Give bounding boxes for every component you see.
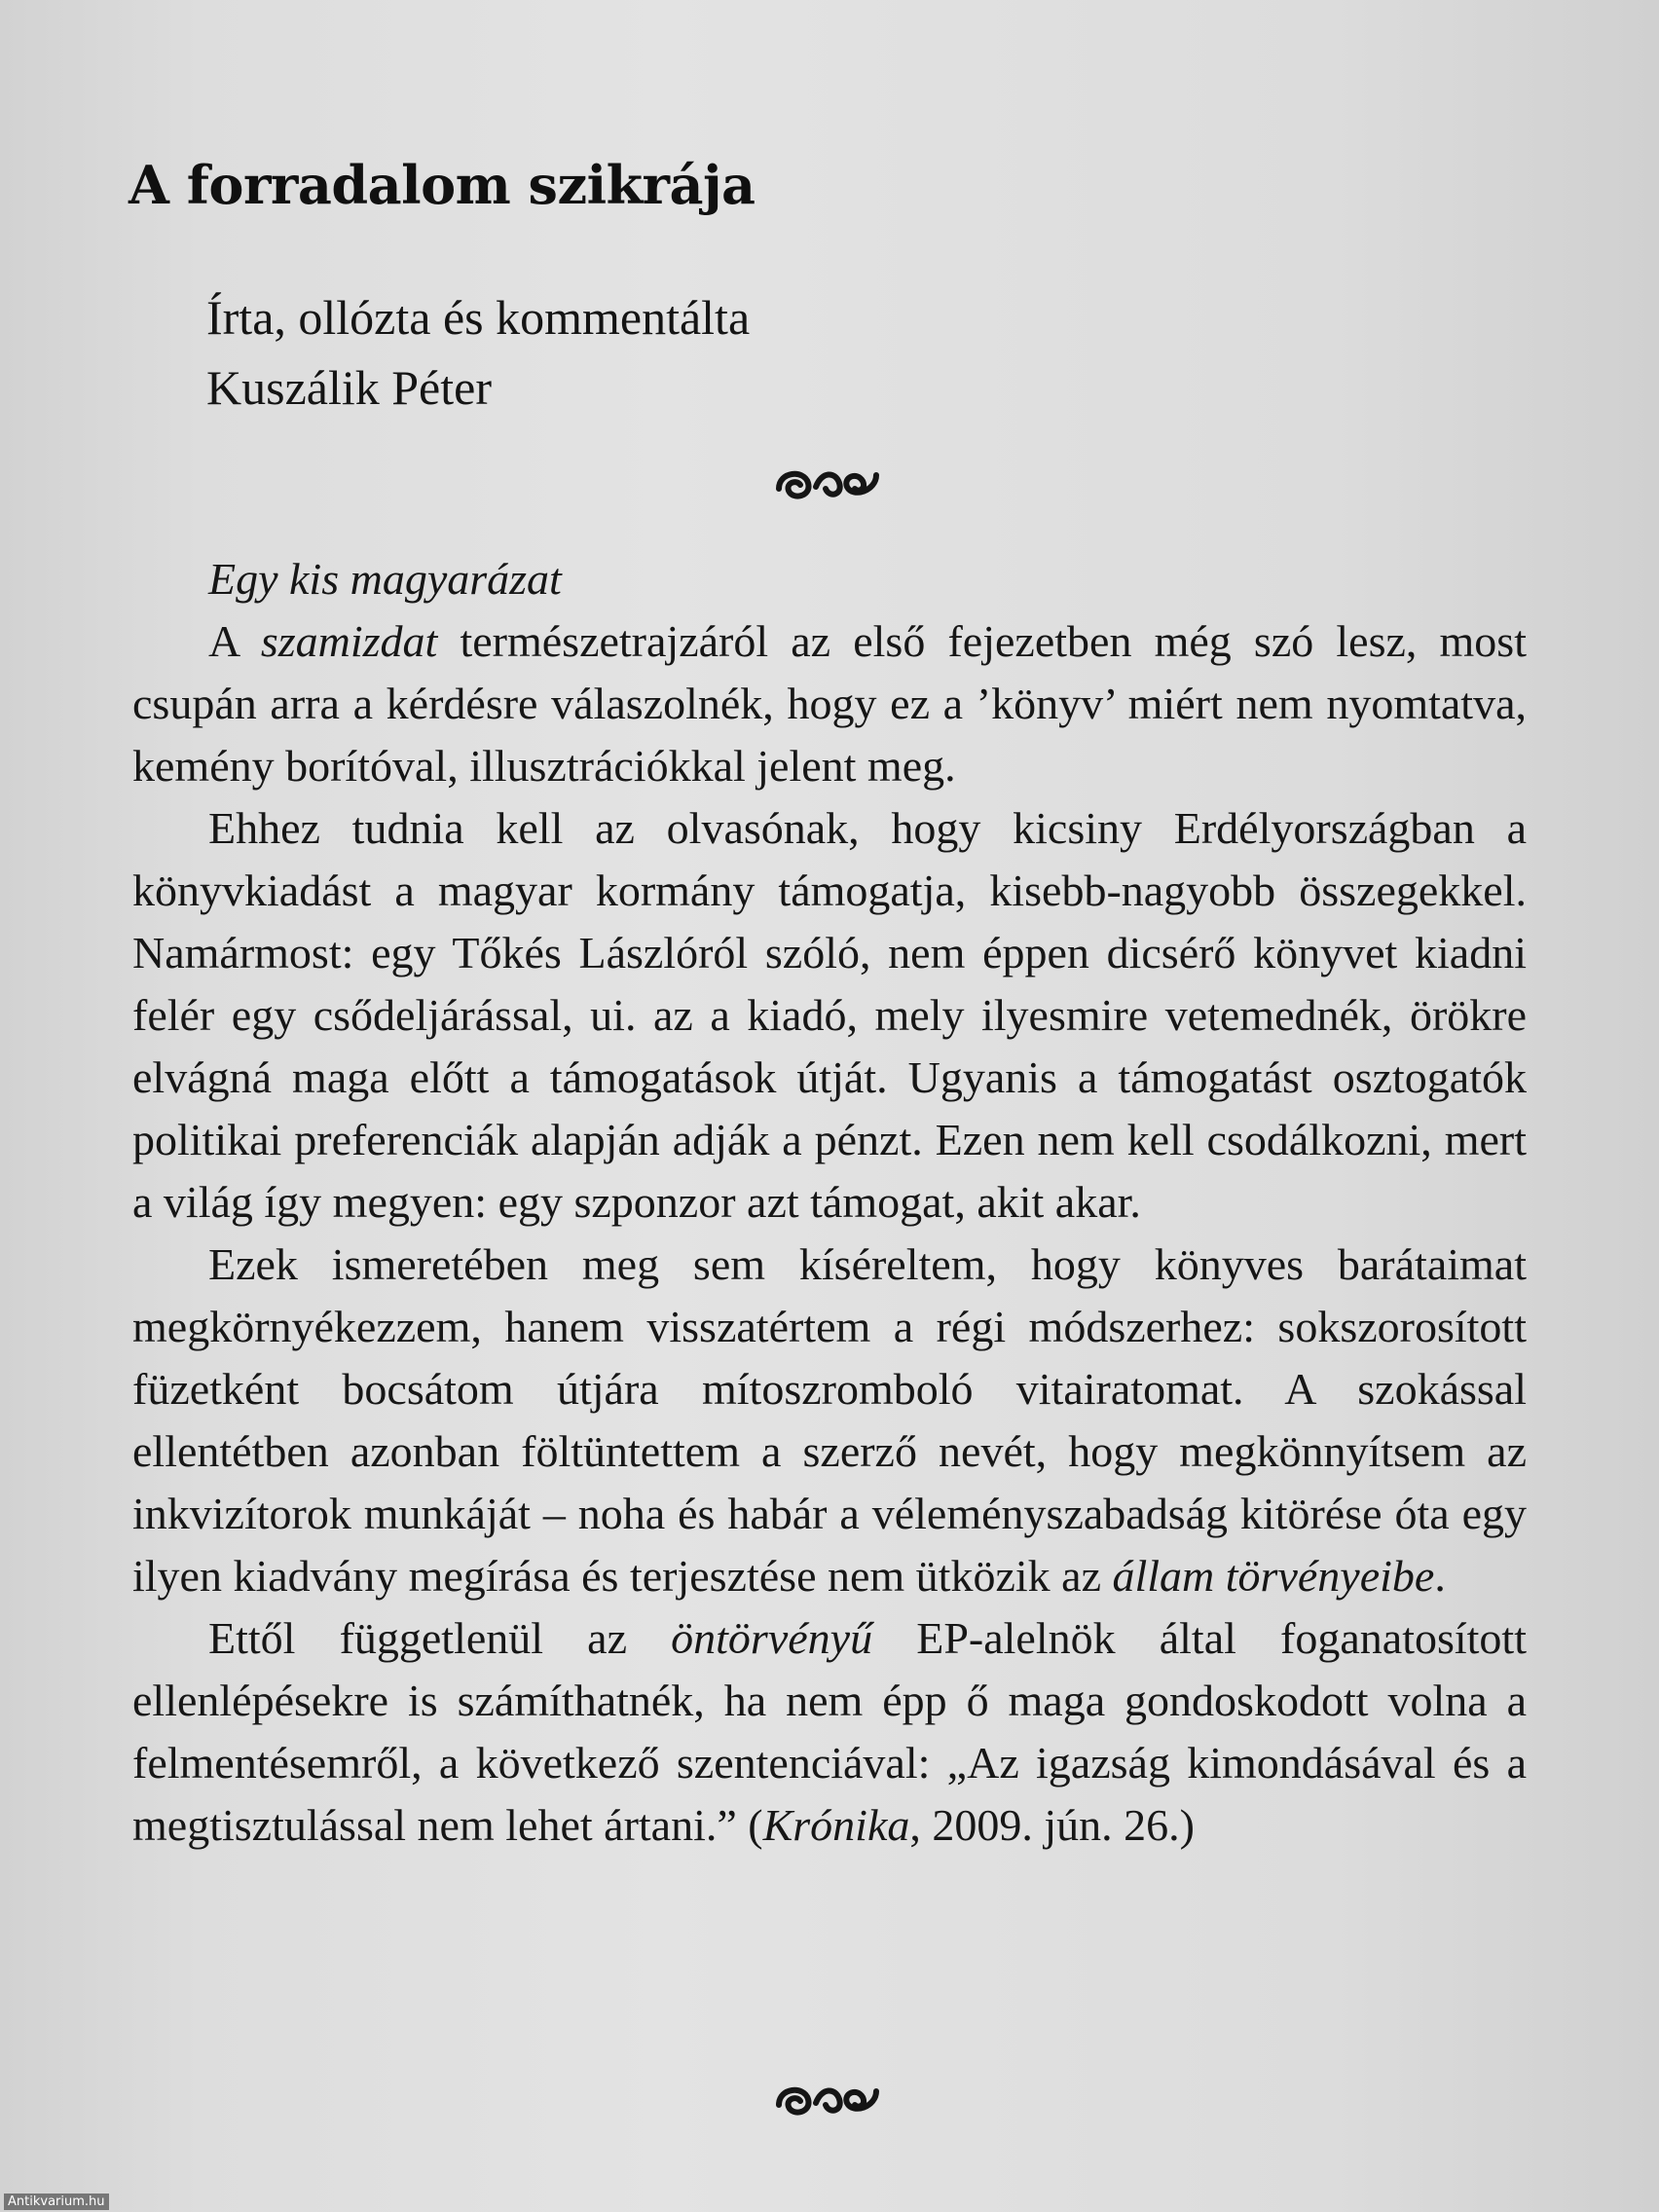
- text-run: .: [1434, 1551, 1446, 1601]
- text-run: A: [208, 616, 261, 666]
- text-run: természetrajzáról az első fejezetben még szó lesz, most csupán arra a kérdésre válaszolnék, hogy ez a ’könyv’ miért nem nyomtatva, kemény borítóval, illusztrációkkal jelent meg.: [132, 616, 1527, 791]
- italic-term: szamizdat: [260, 616, 438, 666]
- fleuron-ornament-icon: [759, 2074, 896, 2122]
- text-run: EP-alelnök által foganatosított ellenlépésekre is számíthatnék, ha nem épp ő maga gondoskodott volna a felmentésemről, a következő szentenciával: „Az igazság kimondásával és a megtisztulással nem lehet ártani.” (: [132, 1613, 1527, 1850]
- text-run: Ezek ismeretében meg sem kíséreltem, hogy könyves barátaimat megkörnyékezzem, hanem visszatértem a régi módszerhez: sokszorosított füzetként bocsátom útjára mítoszromboló vitairatomat. A szokással ellentétben azonban föltüntettem a szerző nevét, hogy megkönnyítsem az inkvizítorok munkáját – noha és habár a véleményszabadság kitörése óta egy ilyen kiadvány megírása és terjesztése nem ütközik az: [132, 1239, 1527, 1601]
- italic-source: Krónika: [762, 1800, 910, 1850]
- section-heading: Egy kis magyarázat: [208, 554, 562, 604]
- bleed-through-text: [1007, 136, 1630, 393]
- paragraph-3: [132, 1234, 1527, 1607]
- byline-author: Kuszálik Péter: [206, 360, 492, 415]
- text-run: Ettől függetlenül az: [208, 1613, 672, 1663]
- italic-term: öntörvényű: [671, 1613, 873, 1663]
- italic-term: állam törvényeibe: [1112, 1551, 1435, 1601]
- paragraph-4: [132, 1607, 1527, 1857]
- page-title: A forradalom szikrája: [129, 154, 756, 216]
- body-text: [132, 548, 1527, 1857]
- paragraph-2: Ehhez tudnia kell az olvasónak, hogy kicsiny Erdélyországban a könyvkiadást a magyar kormány támogatja, kisebb-nagyobb összegekkel. Namármost: egy Tőkés Lászlóról szóló, nem éppen dicsérő könyvet kiadni felér egy csődeljárással, ui. az a kiadó, mely ilyesmire vetemednék, örökre elvágná maga előtt a támogatások útját. Ugyanis a támogatást osztogatók politikai preferenciák alapján adják a pénzt. Ezen nem kell csodálkozni, mert a világ így megyen: egy szponzor azt támogat, akit akar.: [132, 803, 1527, 1227]
- byline: [206, 282, 750, 423]
- fleuron-ornament-icon: [759, 458, 896, 506]
- paragraph-1: [132, 610, 1527, 797]
- watermark: Antikvarium.hu: [4, 2194, 109, 2210]
- text-run: , 2009. jún. 26.): [909, 1800, 1195, 1850]
- byline-credit: Írta, ollózta és kommentálta: [206, 290, 751, 345]
